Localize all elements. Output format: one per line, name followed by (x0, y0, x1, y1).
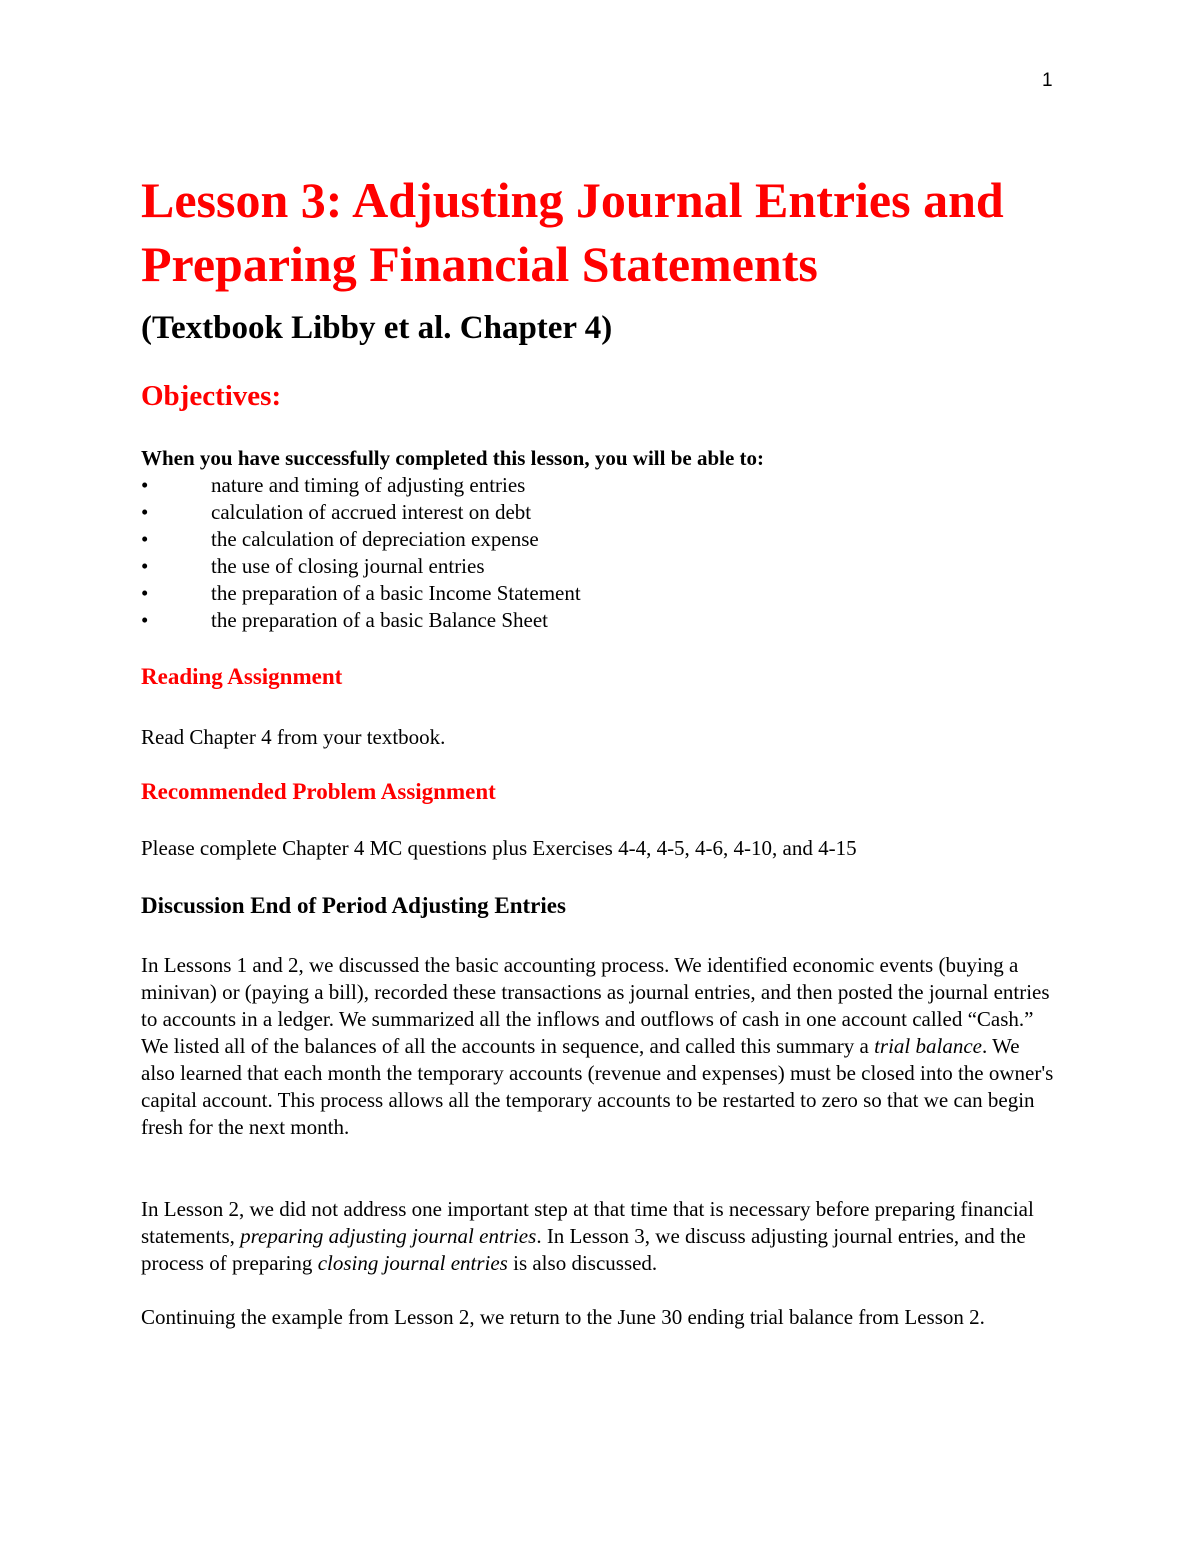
bullet-icon: • (141, 608, 149, 632)
lesson-title (141, 168, 1061, 296)
paragraph-text: In Lesson 2, we did not address one important step at that time that is necessary before preparing financial statements, (141, 1197, 1034, 1248)
objective-text: the use of closing journal entries (211, 554, 485, 578)
objective-item (141, 607, 581, 634)
discussion-paragraph-3: Continuing the example from Lesson 2, we return to the June 30 ending trial balance from Lesson 2. (141, 1305, 985, 1329)
objectives-heading: Objectives: (141, 380, 282, 412)
page-number: 1 (1042, 70, 1053, 91)
objective-item (141, 472, 581, 499)
objective-item (141, 526, 581, 553)
objective-text: the calculation of depreciation expense (211, 527, 539, 551)
reading-assignment-heading: Reading Assignment (141, 664, 343, 689)
objective-item (141, 553, 581, 580)
paragraph-text: . We also learned that each month the temporary accounts (revenue and expenses) must be closed into the owner's capital account. This process allows all the temporary accounts to be restarted to zero so that we can begin fresh for the next month. (141, 1034, 1054, 1139)
paragraph-text: In Lessons 1 and 2, we discussed the basic accounting process. We identified economic events (buying a minivan) or (paying a bill), recorded these transactions as journal entries, and then posted the journal entries to accounts in a ledger. We summarized all the inflows and outflows of cash in one account called “Cash.” We listed all of the balances of all the accounts in sequence, and called this summary a (141, 953, 1050, 1058)
objectives-intro: When you have successfully completed this lesson, you will be able to: (141, 446, 765, 470)
emphasized-term: trial balance (874, 1034, 982, 1058)
paragraph-text: . In Lesson 3, we discuss adjusting journal entries, and the process of preparing (141, 1224, 1026, 1275)
paragraph-text: is also discussed. (507, 1251, 658, 1275)
discussion-heading: Discussion End of Period Adjusting Entries (141, 893, 566, 918)
objective-text: calculation of accrued interest on debt (211, 500, 532, 524)
objective-text: the preparation of a basic Income Statement (211, 581, 581, 605)
textbook-reference: (Textbook Libby et al. Chapter 4) (141, 310, 613, 346)
bullet-icon: • (141, 500, 149, 524)
lesson-title-line-2: Preparing Financial Statements (141, 236, 818, 292)
objectives-list (141, 472, 581, 634)
problem-assignment-heading: Recommended Problem Assignment (141, 779, 496, 804)
objective-text: the preparation of a basic Balance Sheet (211, 608, 549, 632)
bullet-icon: • (141, 581, 149, 605)
bullet-icon: • (141, 527, 149, 551)
discussion-paragraph-1 (141, 952, 1056, 1141)
objective-item (141, 580, 581, 607)
bullet-icon: • (141, 554, 149, 578)
discussion-paragraph-2 (141, 1196, 1056, 1277)
bullet-icon: • (141, 473, 149, 497)
objective-item (141, 499, 581, 526)
objective-text: nature and timing of adjusting entries (211, 473, 526, 497)
emphasized-term: closing journal entries (317, 1251, 508, 1275)
reading-assignment-text: Read Chapter 4 from your textbook. (141, 725, 446, 749)
emphasized-term: preparing adjusting journal entries (240, 1224, 537, 1248)
problem-assignment-text: Please complete Chapter 4 MC questions plus Exercises 4-4, 4-5, 4-6, 4-10, and 4-15 (141, 836, 857, 860)
lesson-title-line-1: Lesson 3: Adjusting Journal Entries and (141, 172, 1004, 228)
